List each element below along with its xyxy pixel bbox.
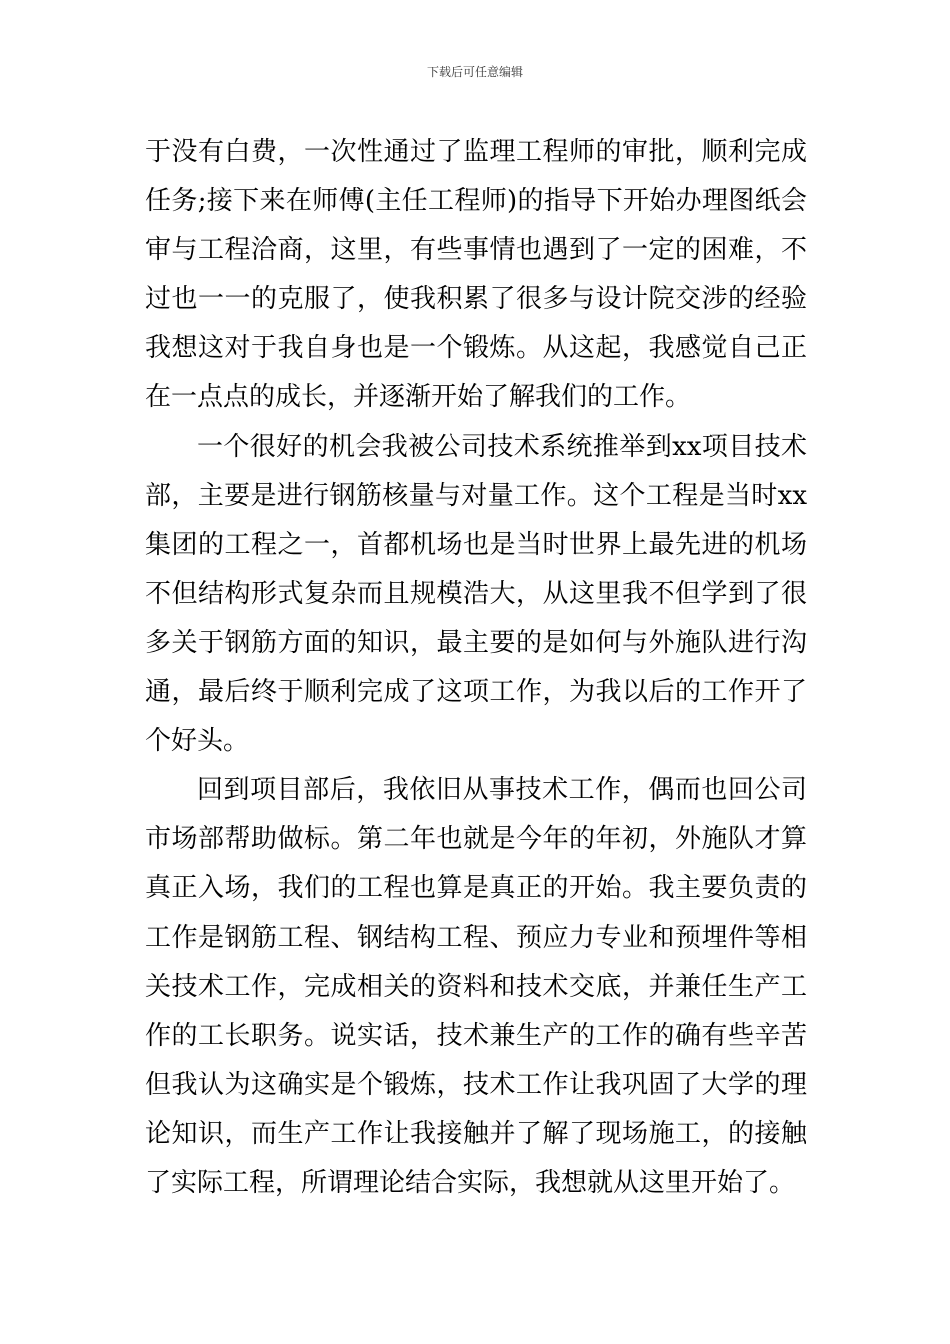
text-line: 真正入场，我们的工程也算是真正的开始。我主要负责的 (145, 873, 807, 904)
text-line: 多关于钢筋方面的知识，最主要的是如何与外施队进行沟 (145, 627, 807, 658)
text-line: 作的工长职务。说实话，技术兼生产的工作的确有些辛苦 (145, 1020, 807, 1051)
paragraph (145, 423, 807, 767)
text-line: 工作是钢筋工程、钢结构工程、预应力专业和预埋件等相 (145, 922, 807, 953)
body-text (145, 128, 807, 1208)
text-line: 不但结构形式复杂而且规模浩大，从这里我不但学到了很 (145, 578, 807, 609)
text-line: 关技术工作，完成相关的资料和技术交底，并兼任生产工 (145, 971, 807, 1002)
paragraph (145, 128, 807, 423)
text-line: 我想这对于我自身也是一个锻炼。从这起，我感觉自己正 (145, 333, 807, 364)
text-line: 过也一一的克服了，使我积累了很多与设计院交涉的经验 (145, 284, 807, 315)
text-line: 集团的工程之一，首都机场也是当时世界上最先进的机场 (145, 529, 807, 560)
text-line: 通，最后终于顺利完成了这项工作，为我以后的工作开了 (145, 677, 807, 708)
text-line: 市场部帮助做标。第二年也就是今年的年初，外施队才算 (145, 824, 807, 855)
text-line: 回到项目部后，我依旧从事技术工作，偶而也回公司 (197, 775, 807, 806)
text-line: 部，主要是进行钢筋核量与对量工作。这个工程是当时xx (145, 480, 807, 511)
text-line: 个好头。 (145, 726, 250, 757)
text-line: 审与工程洽商，这里，有些事情也遇到了一定的困难，不 (145, 235, 807, 266)
text-line: 于没有白费，一次性通过了监理工程师的审批，顺利完成 (145, 137, 807, 167)
text-line: 任务;接下来在师傅(主任工程师)的指导下开始办理图纸会 (145, 186, 807, 217)
text-line: 在一点点的成长，并逐渐开始了解我们的工作。 (145, 382, 692, 413)
text-line: 但我认为这确实是个锻炼，技术工作让我巩固了大学的理 (145, 1069, 807, 1100)
text-line: 一个很好的机会我被公司技术系统推举到xx项目技术 (197, 431, 807, 462)
paragraph (145, 766, 807, 1208)
page-header: 下载后可任意编辑 (426, 65, 523, 79)
text-line: 了实际工程，所谓理论结合实际，我想就从这里开始了。 (145, 1167, 796, 1198)
text-line: 论知识，而生产工作让我接触并了解了现场施工，的接触 (145, 1118, 807, 1149)
